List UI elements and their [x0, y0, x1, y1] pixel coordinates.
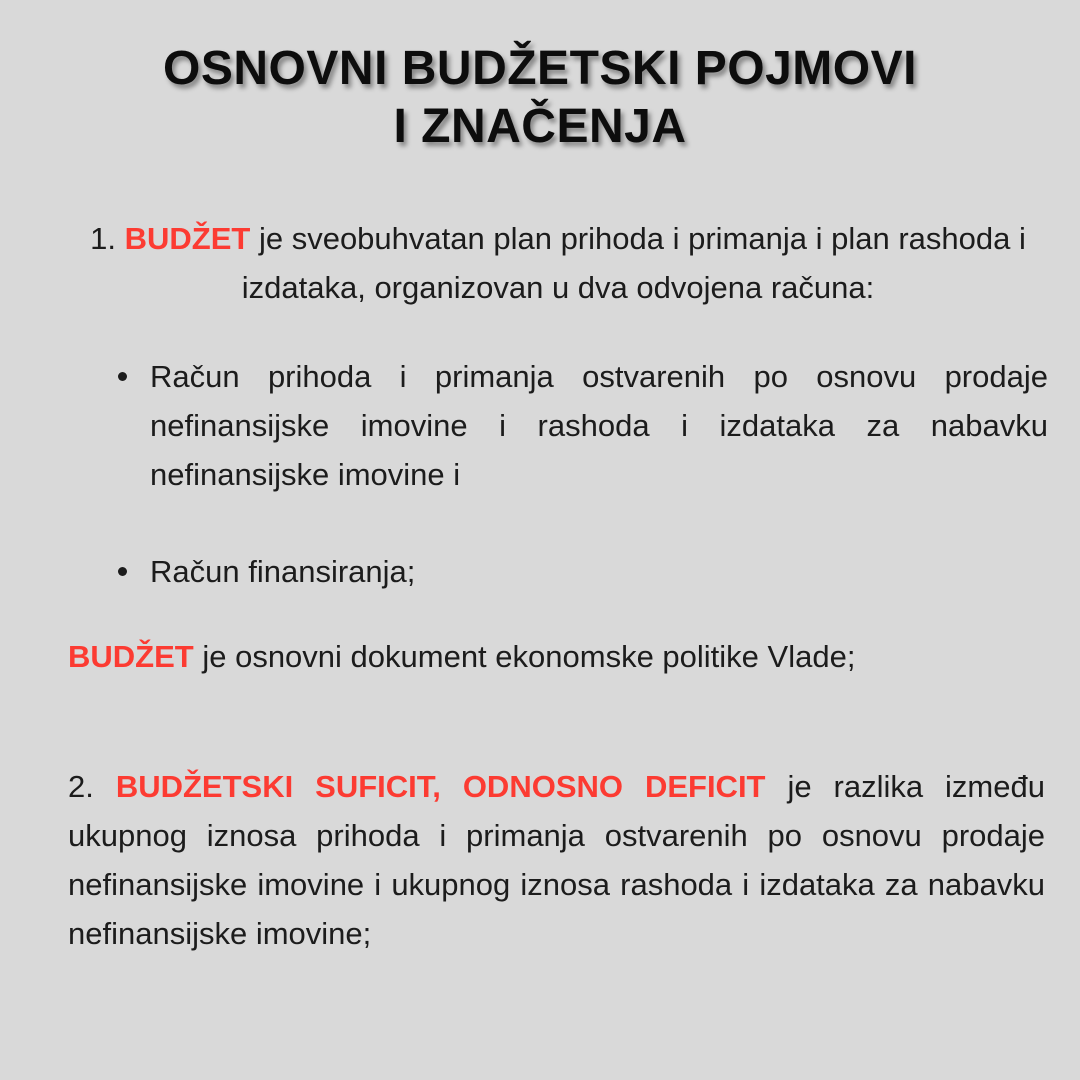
list-item — [112, 547, 1048, 596]
item-2-text: je razlika između ukupnog iznosa prihoda i primanja ostvarenih po osnovu prodaje nefinansijske imovine i ukupnog iznosa rashoda i izdataka za nabavku nefinansijske imovine; — [68, 769, 1045, 951]
budget-note — [68, 632, 1048, 681]
bullet-text: Račun finansiranja; — [150, 554, 416, 589]
item-2-term: BUDŽETSKI SUFICIT, ODNOSNO DEFICIT — [115, 769, 766, 804]
list-item — [112, 352, 1048, 499]
item-2-number: 2. — [68, 769, 94, 804]
item-1-bullet-list — [112, 352, 1048, 596]
item-1-term: BUDŽET — [124, 221, 251, 256]
title-line-1: OSNOVNI BUDŽETSKI POJMOVI — [163, 42, 917, 95]
list-item-1 — [68, 214, 1048, 312]
note-text: je osnovni dokument ekonomske politike Vlade; — [193, 639, 856, 674]
page-title — [0, 40, 1080, 156]
list-item-2 — [68, 762, 1045, 958]
bullet-text: Račun prihoda i primanja ostvarenih po osnovu prodaje nefinansijske imovine i rashoda i izdataka za nabavku nefinansijske imovine i — [150, 359, 1048, 492]
bullet-dot-icon — [118, 567, 127, 576]
item-1-number: 1. — [90, 221, 116, 256]
title-line-2: I ZNAČENJA — [393, 100, 687, 153]
note-term: BUDŽET — [68, 639, 194, 674]
item-1-text: je sveobuhvatan plan prihoda i primanja i plan rashoda i izdataka, organizovan u dva odvojena računa: — [241, 221, 1026, 305]
bullet-dot-icon — [118, 372, 127, 381]
